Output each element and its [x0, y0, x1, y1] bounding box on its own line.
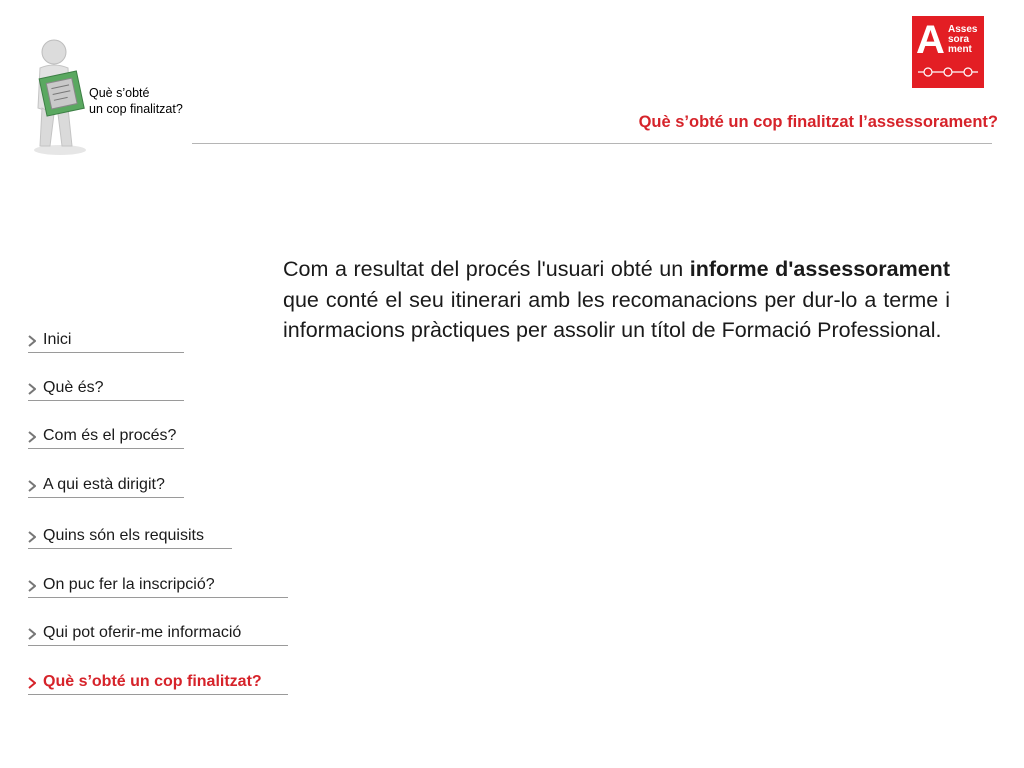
nav-item-quins-son-els-requisits[interactable] — [28, 526, 232, 549]
figure-caption-line2: un cop finalitzat? — [89, 102, 183, 116]
figure-caption — [89, 85, 183, 117]
nav-item-que-es[interactable] — [28, 378, 184, 401]
content-bold-phrase: informe d'assessorament — [689, 257, 950, 281]
assessorament-logo — [912, 16, 984, 88]
logo-wordmark — [948, 25, 977, 55]
nav-item-label: Què s’obté un cop finalitzat? — [43, 673, 262, 690]
logo-word-1: Asses — [948, 24, 978, 35]
nav-item-label: Inici — [43, 331, 72, 348]
play-arrow-icon — [28, 480, 36, 492]
nav-item-com-es-el-proces[interactable] — [28, 426, 184, 449]
nav-item-qui-pot-oferir-me-informacio[interactable] — [28, 623, 288, 646]
figure-caption-line1: Què s’obté — [89, 86, 150, 100]
logo-word-3: ment — [948, 44, 972, 55]
page-title: Què s’obté un cop finalitzat l’assessorament? — [638, 113, 998, 131]
nav-item-a-qui-esta-dirigit[interactable] — [28, 475, 184, 498]
person-with-document-illustration — [28, 38, 92, 156]
play-arrow-icon — [28, 580, 36, 592]
play-arrow-icon — [28, 431, 36, 443]
nav-item-on-puc-fer-la-inscripcio[interactable] — [28, 575, 288, 598]
nav-item-label: Quins són els requisits — [43, 527, 204, 544]
logo-letter: A — [916, 18, 945, 62]
nav-item-inici[interactable] — [28, 330, 184, 353]
play-arrow-icon — [28, 335, 36, 347]
nav-item-label: Com és el procés? — [43, 427, 177, 444]
play-arrow-icon — [28, 531, 36, 543]
logo-word-2: sora — [948, 34, 970, 45]
nav-item-label: Què és? — [43, 379, 104, 396]
title-divider — [192, 143, 992, 144]
content-text-before: Com a resultat del procés l'usuari obté un — [283, 257, 690, 281]
content-text-after: que conté el seu itinerari amb les recomanacions per dur-lo a terme i informacions pràctiques per assolir un títol de Formació Professional. — [283, 287, 950, 342]
logo-chain-icon — [918, 66, 978, 78]
nav-item-que-s-obte-un-cop-finalitzat[interactable] — [28, 672, 288, 695]
play-arrow-icon — [28, 677, 36, 689]
content-paragraph — [283, 254, 950, 346]
play-arrow-icon — [28, 628, 36, 640]
play-arrow-icon — [28, 383, 36, 395]
nav-item-label: On puc fer la inscripció? — [43, 576, 215, 593]
nav-item-label: Qui pot oferir-me informació — [43, 624, 242, 641]
nav-item-label: A qui està dirigit? — [43, 476, 165, 493]
